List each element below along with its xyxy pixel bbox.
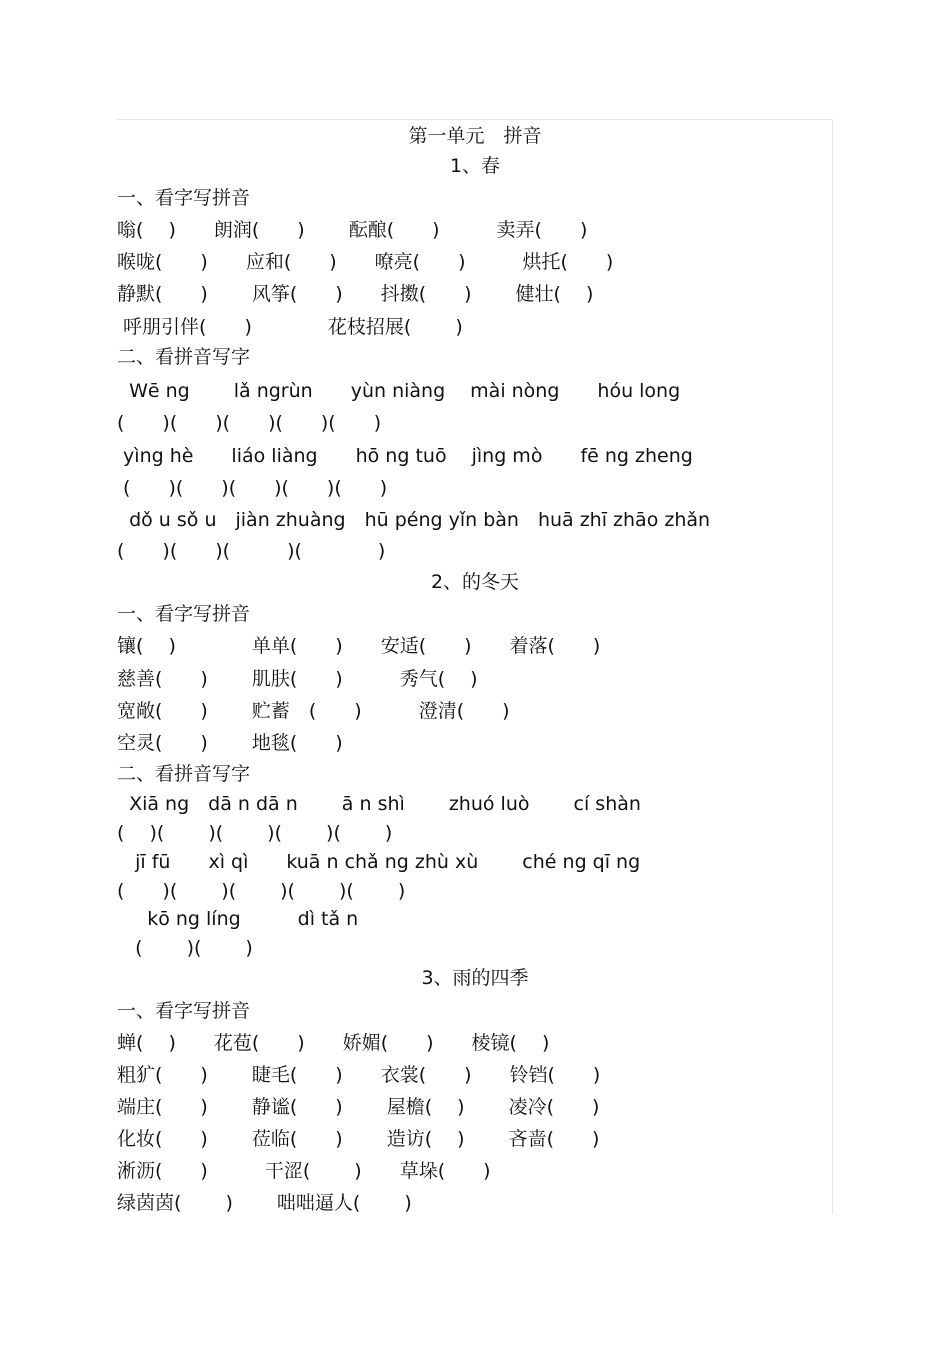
pinyin-row: kō ng líng dì tǎ n <box>117 908 359 930</box>
lesson-3-row: 淅沥( ) 干涩( ) 草垛( ) <box>117 1160 491 1182</box>
answer-brackets-row: ( )( )( )( ) <box>117 540 386 562</box>
pinyin-row: dǒ u sǒ u jiàn zhuàng hū péng yǐn bàn huā zhī zhāo zhǎn <box>117 509 711 531</box>
answer-brackets-row: ( )( )( )( )( ) <box>117 822 393 844</box>
lesson-2-row: 空灵( ) 地毯( ) <box>117 732 343 754</box>
answer-brackets-row: ( )( )( )( )( ) <box>117 880 406 902</box>
pinyin-row: jī fū xì qì kuā n chǎ ng zhù xù ché ng qī ng <box>117 851 641 873</box>
lesson-1-row: 呼朋引伴( ) 花枝招展( ) <box>117 316 463 338</box>
lesson-2-title: 2、的冬天 <box>430 571 520 593</box>
page-frame-right <box>832 119 833 1214</box>
lesson-2-row: 镶( ) 单单( ) 安适( ) 着落( ) <box>117 635 601 657</box>
pinyin-row: yìng hè liáo liàng hō ng tuō jìng mò fē ng zheng <box>117 445 693 467</box>
lesson-3-part1-heading: 一、看字写拼音 <box>117 1000 251 1022</box>
lesson-3-row: 蝉( ) 花苞( ) 娇媚( ) 棱镜( ) <box>117 1032 550 1054</box>
lesson-3-title: 3、雨的四季 <box>421 967 529 989</box>
lesson-1-part2-heading: 二、看拼音写字 <box>117 346 251 368</box>
lesson-3-row: 化妆( ) 莅临( ) 造访( ) 吝啬( ) <box>117 1128 600 1150</box>
lesson-3-row: 端庄( ) 静谧( ) 屋檐( ) 凌冷( ) <box>117 1096 600 1118</box>
lesson-1-row: 喉咙( ) 应和( ) 嘹亮( ) 烘托( ) <box>117 251 614 273</box>
lesson-1-title: 1、春 <box>449 155 501 177</box>
unit-title: 第一单元 拼音 <box>408 125 542 147</box>
lesson-3-row: 粗犷( ) 睫毛( ) 衣裳( ) 铃铛( ) <box>117 1064 601 1086</box>
lesson-1-part1-heading: 一、看字写拼音 <box>117 187 251 209</box>
pinyin-row: Wē ng lǎ ngrùn yùn niàng mài nòng hóu long <box>117 380 681 402</box>
lesson-1-row: 静默( ) 风筝( ) 抖擞( ) 健壮( ) <box>117 283 594 305</box>
answer-brackets-row: ( )( )( )( )( ) <box>117 412 382 434</box>
lesson-2-part2-heading: 二、看拼音写字 <box>117 763 251 785</box>
lesson-3-row: 绿茵茵( ) 咄咄逼人( ) <box>117 1192 412 1214</box>
page-frame-top <box>117 119 832 120</box>
lesson-1-row: 嗡( ) 朗润( ) 酝酿( ) 卖弄( ) <box>117 219 588 241</box>
answer-brackets-row: ( )( ) <box>117 937 253 959</box>
lesson-2-part1-heading: 一、看字写拼音 <box>117 603 251 625</box>
lesson-2-row: 宽敞( ) 贮蓄 ( ) 澄清( ) <box>117 700 510 722</box>
answer-brackets-row: ( )( )( )( )( ) <box>117 477 388 499</box>
pinyin-row: Xiā ng dā n dā n ā n shì zhuó luò cí shàn <box>117 793 641 815</box>
lesson-2-row: 慈善( ) 肌肤( ) 秀气( ) <box>117 668 478 690</box>
